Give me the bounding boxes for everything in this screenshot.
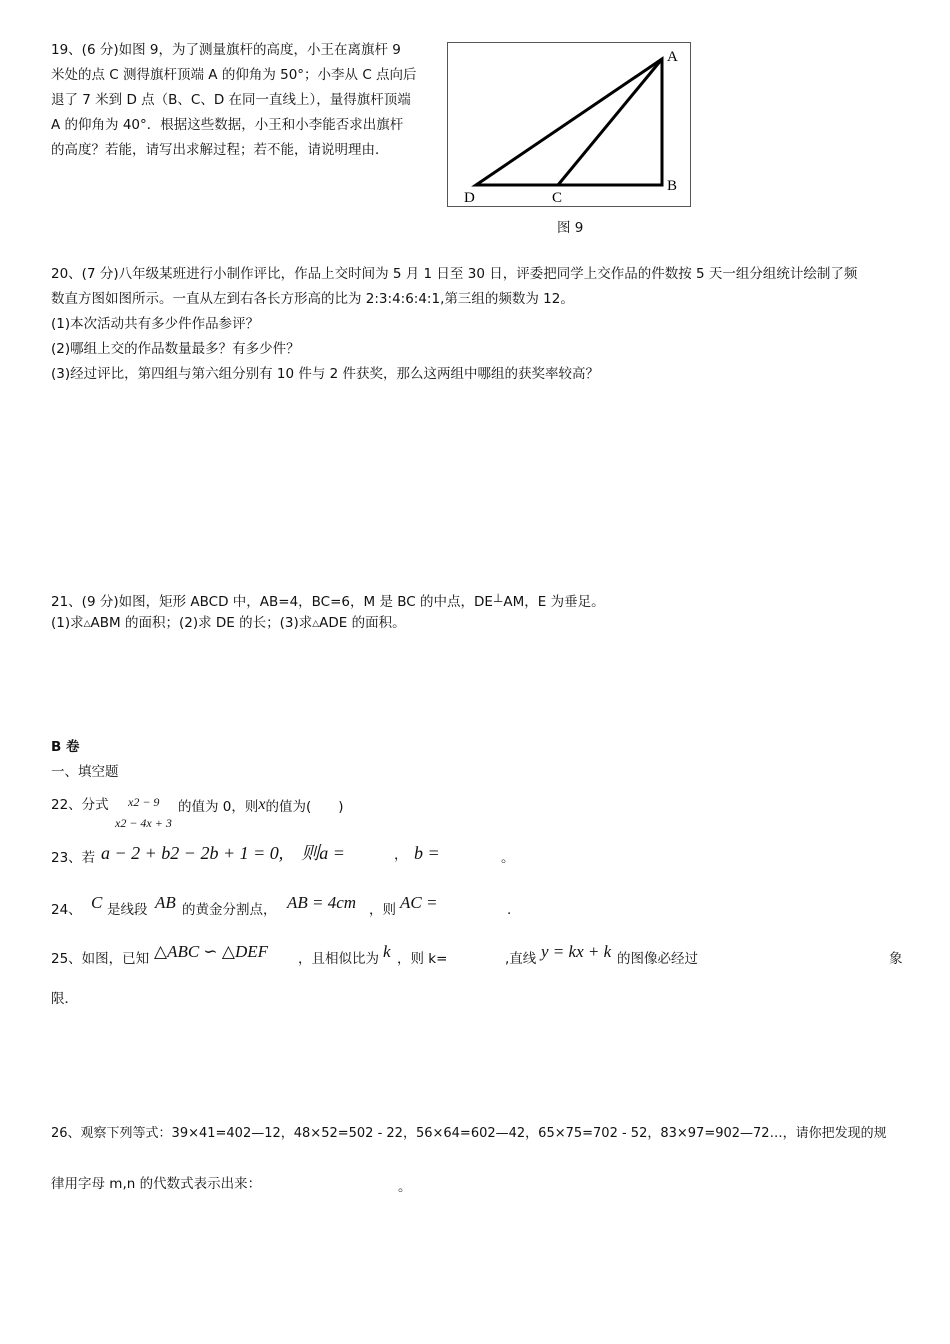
q23-equation: a − 2 + b2 − 2b + 1 = 0, 则a = [101,843,345,863]
q26-line-2a: 律用字母 m,n 的代数式表示出来： [51,1176,262,1192]
q25-text-4: 的图像必经过 [617,951,698,967]
q21-line-1 [51,589,605,611]
q20-line-3: (1)本次活动共有多少件作品参评？ [51,316,260,332]
triangle-abd [476,59,662,185]
q25-text-2: ，则 k= [397,951,448,967]
q20-line-1: 20、(7 分)八年级某班进行小制作评比，作品上交时间为 5 月 1 日至 30 日，评委把同学上交作品的件数按 5 天一组分组统计绘制了频 [51,266,858,282]
q21-text-b: AM，E 为垂足。 [503,594,605,610]
q22-variable: x [258,796,266,813]
q24-segment-ab: AB [155,893,176,912]
q23-end: 。 [501,850,515,866]
q20-line-4: (2)哪组上交的作品数量最多？有多少件？ [51,341,300,357]
triangle-symbol: △ [312,619,320,629]
q24-text-3: ，则 [369,902,396,918]
q23-b-equation: b = [414,843,440,863]
figure-9-caption: 图 9 [557,220,584,236]
q21-part-1: (1)求 [51,615,84,631]
q22-denominator: x2 − 4x + 3 [115,816,172,830]
perpendicular-symbol: ⊥ [492,591,504,605]
q22-middle: 的值为 0，则 [178,799,259,815]
q26-line-2b: 。 [398,1179,412,1195]
q19-line-3: 退了 7 米到 D 点（B、C、D 在同一直线上），量得旗杆顶端 [51,92,411,108]
q26-line-1: 26、观察下列等式：39×41=402—12，48×52=502 - 22，56×64=602—42，65×75=702 - 52，83×97=902—72…，请你把发现的规 [51,1126,887,1141]
q21-line-2 [51,614,406,633]
q21-text-a: 21、(9 分)如图，矩形 ABCD 中，AB=4，BC=6，M 是 BC 的中点，DE [51,594,493,610]
q22-prefix: 22、分式 [51,797,109,813]
q25-text-5: 象 [889,951,903,967]
section-b-title: B 卷 [51,739,80,755]
label-c: C [552,190,563,206]
q24-end: . [507,902,512,918]
q22-suffix: 的值为( ) [265,799,344,815]
q25-line-equation: y = kx + k [541,942,612,961]
q21-part-3: ADE 的面积。 [319,615,406,631]
q24-ab-value: AB = 4cm [287,893,357,912]
q25-similar-triangles: △ABC ∽ △DEF [154,942,269,961]
q20-line-2: 数直方图如图所示。一直从左到右各长方形高的比为 2:3:4:6:4:1,第三组的频数为 12。 [51,291,574,307]
q25-line-2: 限． [51,991,78,1007]
q25-k: k [383,942,391,961]
label-d: D [464,190,475,206]
label-b: B [667,178,678,194]
q19-line-4: A 的仰角为 40°．根据这些数据，小王和小李能否求出旗杆 [51,117,404,133]
q24-prefix: 24、 [51,902,82,918]
q19-line-1: 19、(6 分)如图 9，为了测量旗杆的高度，小王在离旗杆 9 [51,42,401,58]
q25-text-1: ，且相似比为 [298,951,379,967]
q24-point-c: C [91,893,103,912]
q19-line-2: 米处的点 C 测得旗杆顶端 A 的仰角为 50°；小李从 C 点向后 [51,67,417,83]
figure-9-frame [447,42,691,207]
q23-comma: ， [394,847,408,863]
segment-ac [558,59,662,185]
q19-line-5: 的高度？若能，请写出求解过程；若不能，请说明理由． [51,142,389,158]
q24-ac-eq: AC = [400,893,438,912]
figure-9-diagram [448,43,690,206]
q23-prefix: 23、若 [51,850,96,866]
q22-text [178,796,344,816]
q25-text-3: ,直线 [505,951,537,967]
label-a: A [667,49,678,65]
triangle-symbol: △ [83,619,91,629]
q22-numerator: x2 − 9 [128,795,160,809]
q25-prefix: 25、如图，已知 [51,951,150,967]
q21-part-2: ABM 的面积；(2)求 DE 的长；(3)求 [90,615,313,631]
fill-in-blank-heading: 一、填空题 [51,764,119,780]
q20-line-5: (3)经过评比，第四组与第六组分别有 10 件与 2 件获奖，那么这两组中哪组的获奖率较高？ [51,366,600,382]
q24-text-1: 是线段 [107,902,148,918]
q24-text-2: 的黄金分割点， [182,902,277,918]
